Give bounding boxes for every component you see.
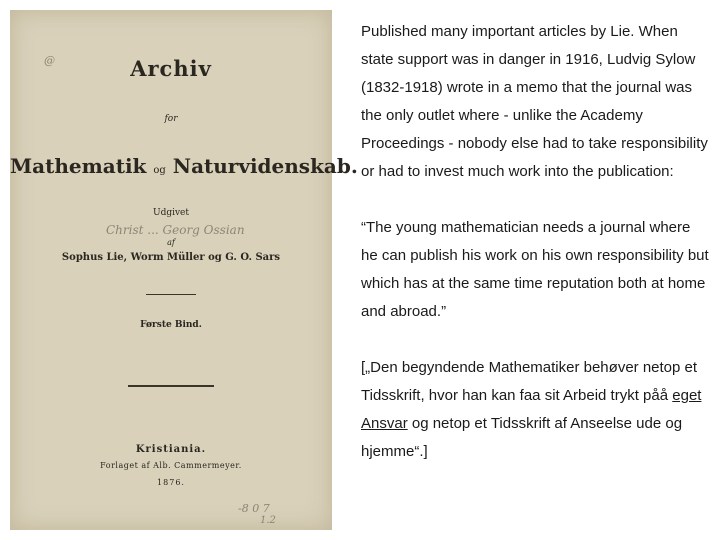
scan-for: for: [164, 114, 178, 124]
scan-subject-left: Mathematik: [10, 154, 147, 178]
memo-text: wrote in a memo that the journal was the only outlet where - unlike the Academy Proceedings - nobody else had to take responsibility or had to invest much work into the publication:: [361, 79, 708, 180]
handwritten-note: Christ ... Georg Ossian: [106, 223, 245, 237]
scan-af: af: [167, 238, 175, 247]
scan-subject: [10, 154, 358, 178]
scan-publisher: Forlaget af Alb. Cammermeyer.: [100, 461, 242, 470]
scan-volume: Første Bind.: [140, 320, 202, 330]
scan-divider-bottom: [128, 385, 214, 387]
spacer: [361, 186, 711, 214]
scan-city: Kristiania.: [135, 444, 207, 455]
underlined-phrase: eget Ansvar: [361, 387, 702, 432]
scan-subject-right: Naturvidenskab.: [172, 154, 358, 178]
intro-paragraph: [361, 18, 711, 186]
scan-year: 1876.: [157, 478, 185, 487]
norwegian-quote-part-1: [„Den begyndende Mathematiker behøver netop et Tidsskrift, hvor han kan faa sit Arbeid trykt påå: [361, 359, 698, 404]
english-quote: “The young mathematician needs a journal where he can publish his work on his own responsibility but which has at the same time reputation both at home and abroad.”: [361, 219, 709, 320]
scan-title: Archiv: [130, 56, 212, 81]
sylow-name: Ludvig Sylow (1832-1918): [361, 51, 696, 96]
norwegian-quote: [361, 354, 711, 466]
scan-udgivet: Udgivet: [152, 208, 189, 218]
scan-editors: Sophus Lie, Worm Müller og G. O. Sars: [61, 252, 281, 263]
pencil-mark-bottom-2: 1.2: [260, 515, 276, 526]
pencil-mark-bottom: -8 0 7: [238, 502, 270, 515]
pencil-mark: @: [44, 54, 55, 67]
journal-title-page-scan: [10, 10, 358, 530]
intro-text: Published many important articles by Lie. When state support was in danger in 1916,: [361, 23, 678, 68]
description-text: [361, 18, 711, 466]
norwegian-quote-part-2: og netop et Tidsskrift af Anseelse ude og hjemme“.]: [361, 415, 683, 460]
scan-subject-og: og: [153, 165, 166, 176]
spacer: [361, 326, 711, 354]
scan-divider-top: [146, 294, 196, 295]
